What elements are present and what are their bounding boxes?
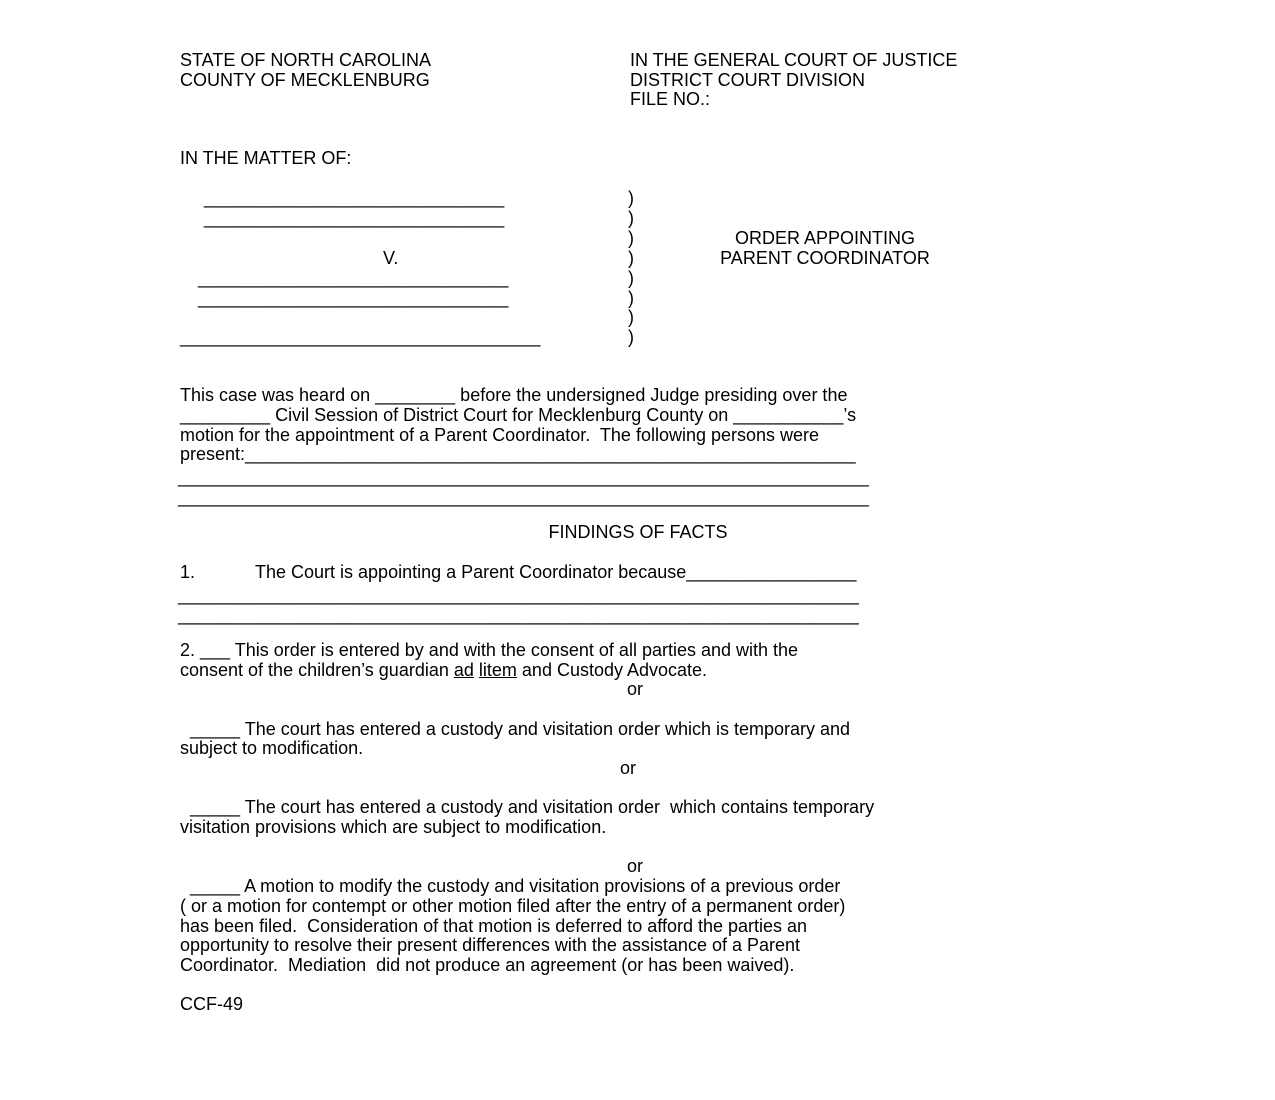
litem-word: litem xyxy=(478,660,517,680)
finding-1-blank-line: ____________________________________________________________________ xyxy=(178,605,859,625)
caption-bracket: ) xyxy=(628,248,634,268)
option-d-line-5: Coordinator. Mediation did not produce an agreement (or has been waived). xyxy=(180,955,795,975)
order-title: ORDER APPOINTING xyxy=(734,228,916,248)
defendant-line-2: _______________________________ xyxy=(198,288,509,308)
matter-label: IN THE MATTER OF: xyxy=(180,148,352,168)
caption-bracket: ) xyxy=(628,228,634,248)
option-d-line-2: ( or a motion for contempt or other motion filed after the entry of a permanent order) xyxy=(180,896,846,916)
caption-bracket: ) xyxy=(628,288,634,308)
caption-bottom-line: ____________________________________ xyxy=(180,327,541,347)
plaintiff-line-1: ______________________________ xyxy=(204,188,505,208)
form-code: CCF-49 xyxy=(180,994,244,1014)
plaintiff-line-2: ______________________________ xyxy=(204,208,505,228)
finding-2-line-1: 2. ___ This order is entered by and with the consent of all parties and with the xyxy=(180,640,799,660)
intro-blank-line: _____________________________________________________________________ xyxy=(178,467,869,487)
caption-bracket: ) xyxy=(628,327,634,347)
option-b-line-2: subject to modification. xyxy=(180,738,364,758)
file-number-label: FILE NO.: xyxy=(630,89,711,109)
intro-line: motion for the appointment of a Parent Coordinator. The following persons were xyxy=(180,425,820,445)
findings-heading: FINDINGS OF FACTS xyxy=(548,522,728,542)
county-label: COUNTY OF MECKLENBURG xyxy=(180,70,430,90)
option-c-line-2: visitation provisions which are subject to modification. xyxy=(180,817,607,837)
option-d-line-3: has been filed. Consideration of that motion is deferred to afford the parties an xyxy=(180,916,808,936)
state-label: STATE OF NORTH CAROLINA xyxy=(180,50,432,70)
finding-1-number: 1. xyxy=(180,562,196,582)
division-label: DISTRICT COURT DIVISION xyxy=(630,70,866,90)
caption-bracket: ) xyxy=(628,268,634,288)
option-d-line-4: opportunity to resolve their present differences with the assistance of a Parent xyxy=(180,935,801,955)
or-separator: or xyxy=(627,679,644,699)
or-separator: or xyxy=(620,758,637,778)
finding-1-text: The Court is appointing a Parent Coordinator because_________________ xyxy=(255,562,857,582)
intro-line: _________ Civil Session of District Court for Mecklenburg County on ___________’s xyxy=(180,405,857,425)
versus-label: V. xyxy=(383,248,399,268)
caption-bracket: ) xyxy=(628,208,634,228)
caption-bracket: ) xyxy=(628,188,634,208)
defendant-line-1: _______________________________ xyxy=(198,268,509,288)
caption-bracket: ) xyxy=(628,307,634,327)
finding-2-text: consent of the children’s guardian xyxy=(180,660,454,680)
option-b-line-1: _____ The court has entered a custody and visitation order which is temporary and xyxy=(180,719,851,739)
order-title-line-2: PARENT COORDINATOR xyxy=(720,248,930,268)
intro-blank-line: _____________________________________________________________________ xyxy=(178,487,869,507)
option-d-line-1: _____ A motion to modify the custody and visitation provisions of a previous order xyxy=(180,876,841,896)
finding-2-line-2 xyxy=(180,660,707,680)
option-c-line-1: _____ The court has entered a custody and visitation order which contains temporary xyxy=(180,797,875,817)
ad-word: ad xyxy=(453,660,474,680)
court-label: IN THE GENERAL COURT OF JUSTICE xyxy=(630,50,958,70)
finding-2-text-end: and Custody Advocate. xyxy=(516,660,708,680)
intro-line: This case was heard on ________ before the undersigned Judge presiding over the xyxy=(180,385,848,405)
finding-1-blank-line: ____________________________________________________________________ xyxy=(178,585,859,605)
or-separator: or xyxy=(627,856,644,876)
intro-line: present:_____________________________________________________________ xyxy=(180,444,856,464)
